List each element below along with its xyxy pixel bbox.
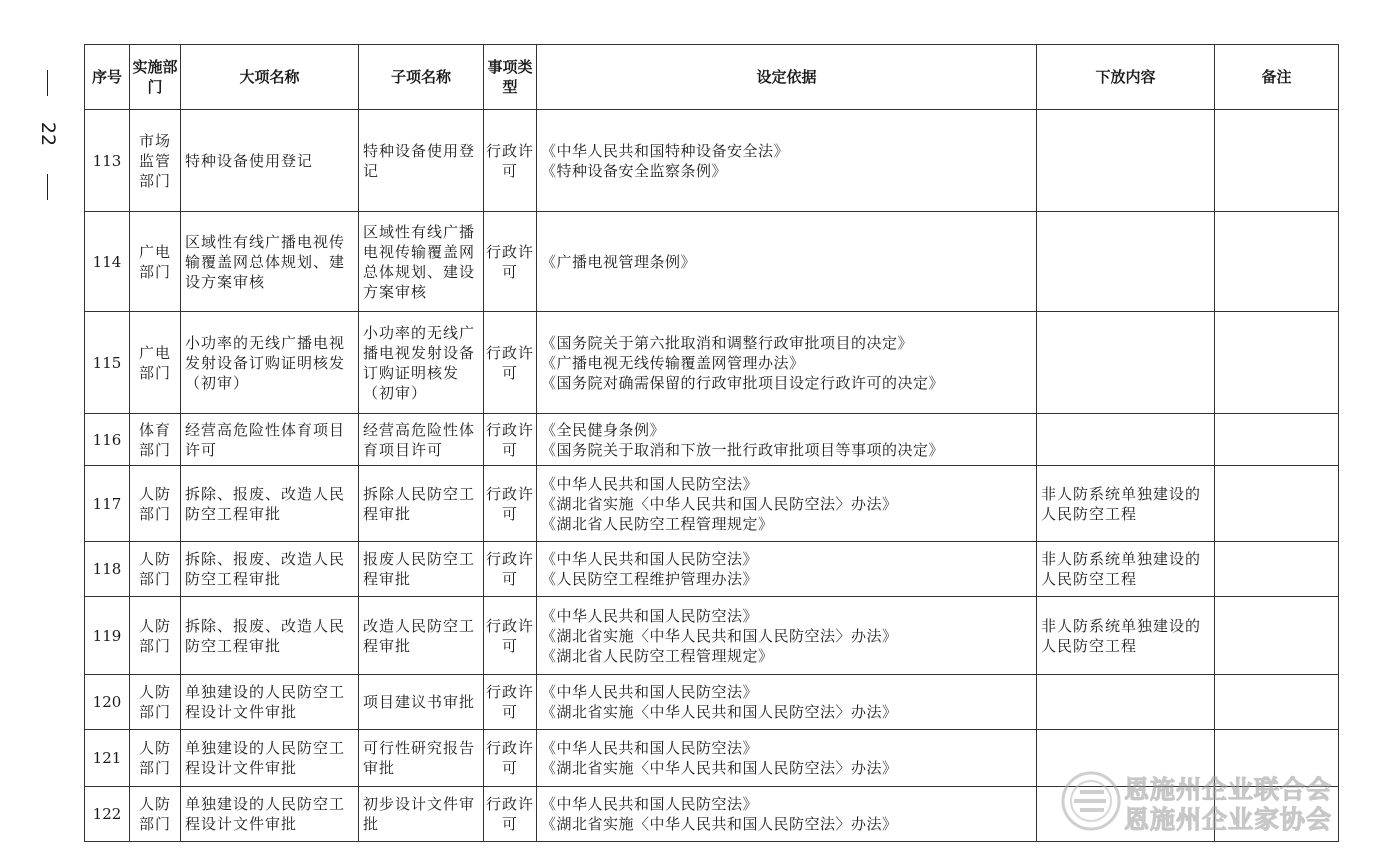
cell-sub: 改造人民防空工程审批 <box>359 597 484 675</box>
cell-remark <box>1215 675 1339 730</box>
basis-line: 《中华人民共和国人民防空法》 <box>541 795 759 813</box>
cell-type: 行政许可 <box>484 110 537 212</box>
cell-type: 行政许可 <box>484 597 537 675</box>
cell-basis <box>537 597 1037 675</box>
cell-type: 行政许可 <box>484 675 537 730</box>
cell-dept: 人防部门 <box>130 787 181 842</box>
cell-main: 单独建设的人民防空工程设计文件审批 <box>181 675 359 730</box>
cell-type: 行政许可 <box>484 787 537 842</box>
page-number <box>28 70 68 200</box>
cell-main: 区域性有线广播电视传输覆盖网总体规划、建设方案审核 <box>181 212 359 312</box>
cell-sub: 区域性有线广播电视传输覆盖网总体规划、建设方案审核 <box>359 212 484 312</box>
table-row <box>85 597 1339 675</box>
header-basis: 设定依据 <box>537 45 1037 110</box>
cell-basis <box>537 466 1037 542</box>
cell-dept: 人防部门 <box>130 466 181 542</box>
cell-seq: 116 <box>85 414 130 466</box>
cell-main: 特种设备使用登记 <box>181 110 359 212</box>
basis-line: 《湖北省实施〈中华人民共和国人民防空法〉办法》 <box>541 703 898 721</box>
cell-main: 单独建设的人民防空工程设计文件审批 <box>181 730 359 787</box>
cell-seq: 119 <box>85 597 130 675</box>
basis-line: 《中华人民共和国人民防空法》 <box>541 550 759 568</box>
basis-line: 《广播电视无线传输覆盖网管理办法》 <box>541 353 805 372</box>
cell-dept: 人防部门 <box>130 675 181 730</box>
cell-dept: 人防部门 <box>130 730 181 787</box>
cell-delegated <box>1037 675 1215 730</box>
cell-delegated: 非人防系统单独建设的人民防空工程 <box>1037 597 1215 675</box>
cell-basis <box>537 787 1037 842</box>
cell-main: 拆除、报废、改造人民防空工程审批 <box>181 597 359 675</box>
cell-main: 小功率的无线广播电视发射设备订购证明核发（初审） <box>181 312 359 414</box>
cell-remark <box>1215 414 1339 466</box>
cell-main: 拆除、报废、改造人民防空工程审批 <box>181 542 359 597</box>
header-remark: 备注 <box>1215 45 1339 110</box>
table-row <box>85 466 1339 542</box>
cell-sub: 小功率的无线广播电视发射设备订购证明核发（初审） <box>359 312 484 414</box>
header-delegated: 下放内容 <box>1037 45 1215 110</box>
cell-sub: 项目建议书审批 <box>359 675 484 730</box>
table-row <box>85 110 1339 212</box>
header-main: 大项名称 <box>181 45 359 110</box>
basis-line: 《国务院关于第六批取消和调整行政审批项目的决定》 <box>541 333 914 352</box>
watermark-line-2: 恩施州企业家协会 <box>1124 805 1333 834</box>
cell-dept: 市场监管部门 <box>130 110 181 212</box>
cell-remark <box>1215 542 1339 597</box>
cell-type: 行政许可 <box>484 414 537 466</box>
cell-remark <box>1215 597 1339 675</box>
cell-sub: 可行性研究报告审批 <box>359 730 484 787</box>
table-row <box>85 312 1339 414</box>
basis-line: 《人民防空工程维护管理办法》 <box>541 570 759 588</box>
cell-dept: 体育部门 <box>130 414 181 466</box>
cell-seq: 115 <box>85 312 130 414</box>
cell-sub: 特种设备使用登记 <box>359 110 484 212</box>
watermark <box>1060 768 1370 834</box>
cell-main: 拆除、报废、改造人民防空工程审批 <box>181 466 359 542</box>
cell-main: 经营高危险性体育项目许可 <box>181 414 359 466</box>
basis-line: 《全民健身条例》 <box>541 420 666 439</box>
cell-sub: 报废人民防空工程审批 <box>359 542 484 597</box>
basis-line: 《中华人民共和国人民防空法》 <box>541 739 759 757</box>
cell-type: 行政许可 <box>484 466 537 542</box>
basis-line: 《湖北省实施〈中华人民共和国人民防空法〉办法》 <box>541 759 898 777</box>
cell-delegated <box>1037 414 1215 466</box>
cell-main: 单独建设的人民防空工程设计文件审批 <box>181 787 359 842</box>
basis-line: 《国务院关于取消和下放一批行政审批项目等事项的决定》 <box>541 440 945 459</box>
table-row <box>85 542 1339 597</box>
cell-basis <box>537 212 1037 312</box>
cell-seq: 114 <box>85 212 130 312</box>
cell-seq: 121 <box>85 730 130 787</box>
cell-basis <box>537 675 1037 730</box>
cell-remark <box>1215 466 1339 542</box>
basis-line: 《中华人民共和国特种设备安全法》 <box>541 141 790 160</box>
watermark-logo-icon <box>1060 770 1122 832</box>
cell-sub: 拆除人民防空工程审批 <box>359 466 484 542</box>
cell-delegated <box>1037 110 1215 212</box>
page-number-dash-bottom <box>47 174 48 200</box>
basis-line: 《中华人民共和国人民防空法》 <box>541 606 759 625</box>
approval-items-table <box>84 44 1339 842</box>
table-row <box>85 675 1339 730</box>
cell-dept: 广电部门 <box>130 312 181 414</box>
header-seq: 序号 <box>85 45 130 110</box>
table-row <box>85 414 1339 466</box>
basis-line: 《中华人民共和国人民防空法》 <box>541 474 759 493</box>
basis-line: 《湖北省人民防空工程管理规定》 <box>541 646 774 665</box>
cell-remark <box>1215 212 1339 312</box>
cell-delegated: 非人防系统单独建设的人民防空工程 <box>1037 466 1215 542</box>
cell-delegated <box>1037 212 1215 312</box>
header-dept: 实施部门 <box>130 45 181 110</box>
cell-seq: 120 <box>85 675 130 730</box>
basis-line: 《国务院对确需保留的行政审批项目设定行政许可的决定》 <box>541 373 945 392</box>
basis-line: 《湖北省实施〈中华人民共和国人民防空法〉办法》 <box>541 815 898 833</box>
cell-sub: 初步设计文件审批 <box>359 787 484 842</box>
cell-basis <box>537 312 1037 414</box>
header-type: 事项类型 <box>484 45 537 110</box>
cell-dept: 广电部门 <box>130 212 181 312</box>
cell-type: 行政许可 <box>484 212 537 312</box>
cell-type: 行政许可 <box>484 542 537 597</box>
cell-type: 行政许可 <box>484 312 537 414</box>
page-number-value: 22 <box>37 121 59 147</box>
page-number-dash-top <box>47 70 48 96</box>
basis-line: 《广播电视管理条例》 <box>541 252 697 271</box>
cell-seq: 113 <box>85 110 130 212</box>
cell-dept: 人防部门 <box>130 542 181 597</box>
cell-basis <box>537 542 1037 597</box>
cell-basis <box>537 730 1037 787</box>
table-row <box>85 212 1339 312</box>
basis-line: 《特种设备安全监察条例》 <box>541 161 728 180</box>
cell-basis <box>537 110 1037 212</box>
cell-sub: 经营高危险性体育项目许可 <box>359 414 484 466</box>
basis-line: 《湖北省人民防空工程管理规定》 <box>541 514 774 533</box>
cell-seq: 117 <box>85 466 130 542</box>
basis-line: 《湖北省实施〈中华人民共和国人民防空法〉办法》 <box>541 626 898 645</box>
cell-dept: 人防部门 <box>130 597 181 675</box>
cell-seq: 118 <box>85 542 130 597</box>
cell-remark <box>1215 312 1339 414</box>
basis-line: 《中华人民共和国人民防空法》 <box>541 683 759 701</box>
header-row <box>85 45 1339 110</box>
cell-remark <box>1215 110 1339 212</box>
cell-basis <box>537 414 1037 466</box>
basis-line: 《湖北省实施〈中华人民共和国人民防空法〉办法》 <box>541 494 898 513</box>
cell-seq: 122 <box>85 787 130 842</box>
cell-delegated <box>1037 312 1215 414</box>
watermark-line-1: 恩施州企业联合会 <box>1124 775 1333 804</box>
cell-type: 行政许可 <box>484 730 537 787</box>
header-sub: 子项名称 <box>359 45 484 110</box>
cell-delegated: 非人防系统单独建设的人民防空工程 <box>1037 542 1215 597</box>
